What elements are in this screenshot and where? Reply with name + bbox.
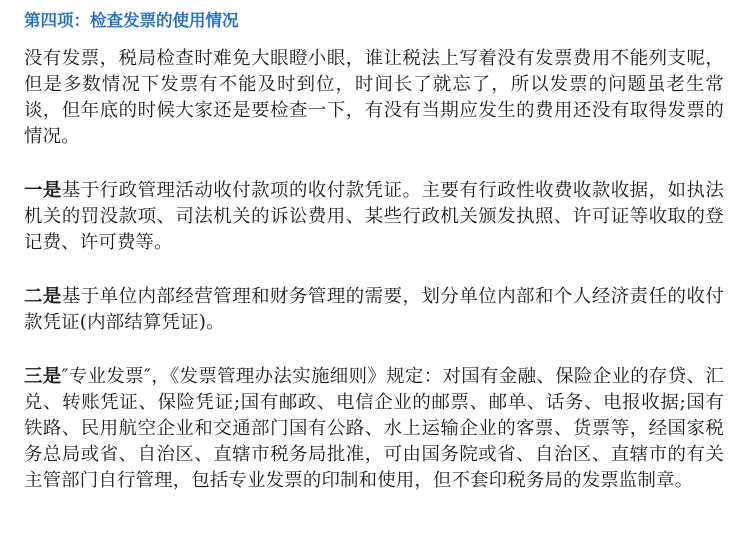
intro-paragraph: 没有发票，税局检查时难免大眼瞪小眼，谁让税法上写着没有发票费用不能列支呢，但是多数情况下发票有不能及时到位，时间长了就忘了，所以发票的问题虽老生常谈，但年底的时候大家还是要检查一下，有没有当期应发生的费用还没有取得发票的情况。 xyxy=(24,48,724,147)
item-text: 基于行政管理活动收付款项的收付款凭证。主要有行政性收费收款收据，如执法机关的罚没款项、司法机关的诉讼费用、某些行政机关颁发执照、许可证等收取的登记费、许可费等。 xyxy=(24,180,724,253)
document xyxy=(24,8,724,522)
item-paragraph-2 xyxy=(24,284,724,336)
item-lead: 一是 xyxy=(24,180,62,201)
item-paragraph-3 xyxy=(24,364,724,494)
item-paragraph-1 xyxy=(24,178,724,256)
item-text: 基于单位内部经营管理和财务管理的需要，划分单位内部和个人经济责任的收付款凭证(内部结算凭证)。 xyxy=(24,286,724,333)
item-lead: 二是 xyxy=(24,286,62,307)
section-heading: 第四项：检查发票的使用情况 xyxy=(24,11,239,30)
item-lead: 三是 xyxy=(24,366,62,387)
item-text: ″专业发票″，《发票管理办法实施细则》规定：对国有金融、保险企业的存贷、汇兑、转账凭证、保险凭证;国有邮政、电信企业的邮票、邮单、话务、电报收据;国有铁路、民用航空企业和交通部门国有公路、水上运输企业的客票、货票等，经国家税务总局或省、自治区、直辖市税务局批准，可由国务院或省、自治区、直辖市的有关主管部门自行管理，包括专业发票的印制和使用，但不套印税务局的发票监制章。 xyxy=(24,366,724,491)
